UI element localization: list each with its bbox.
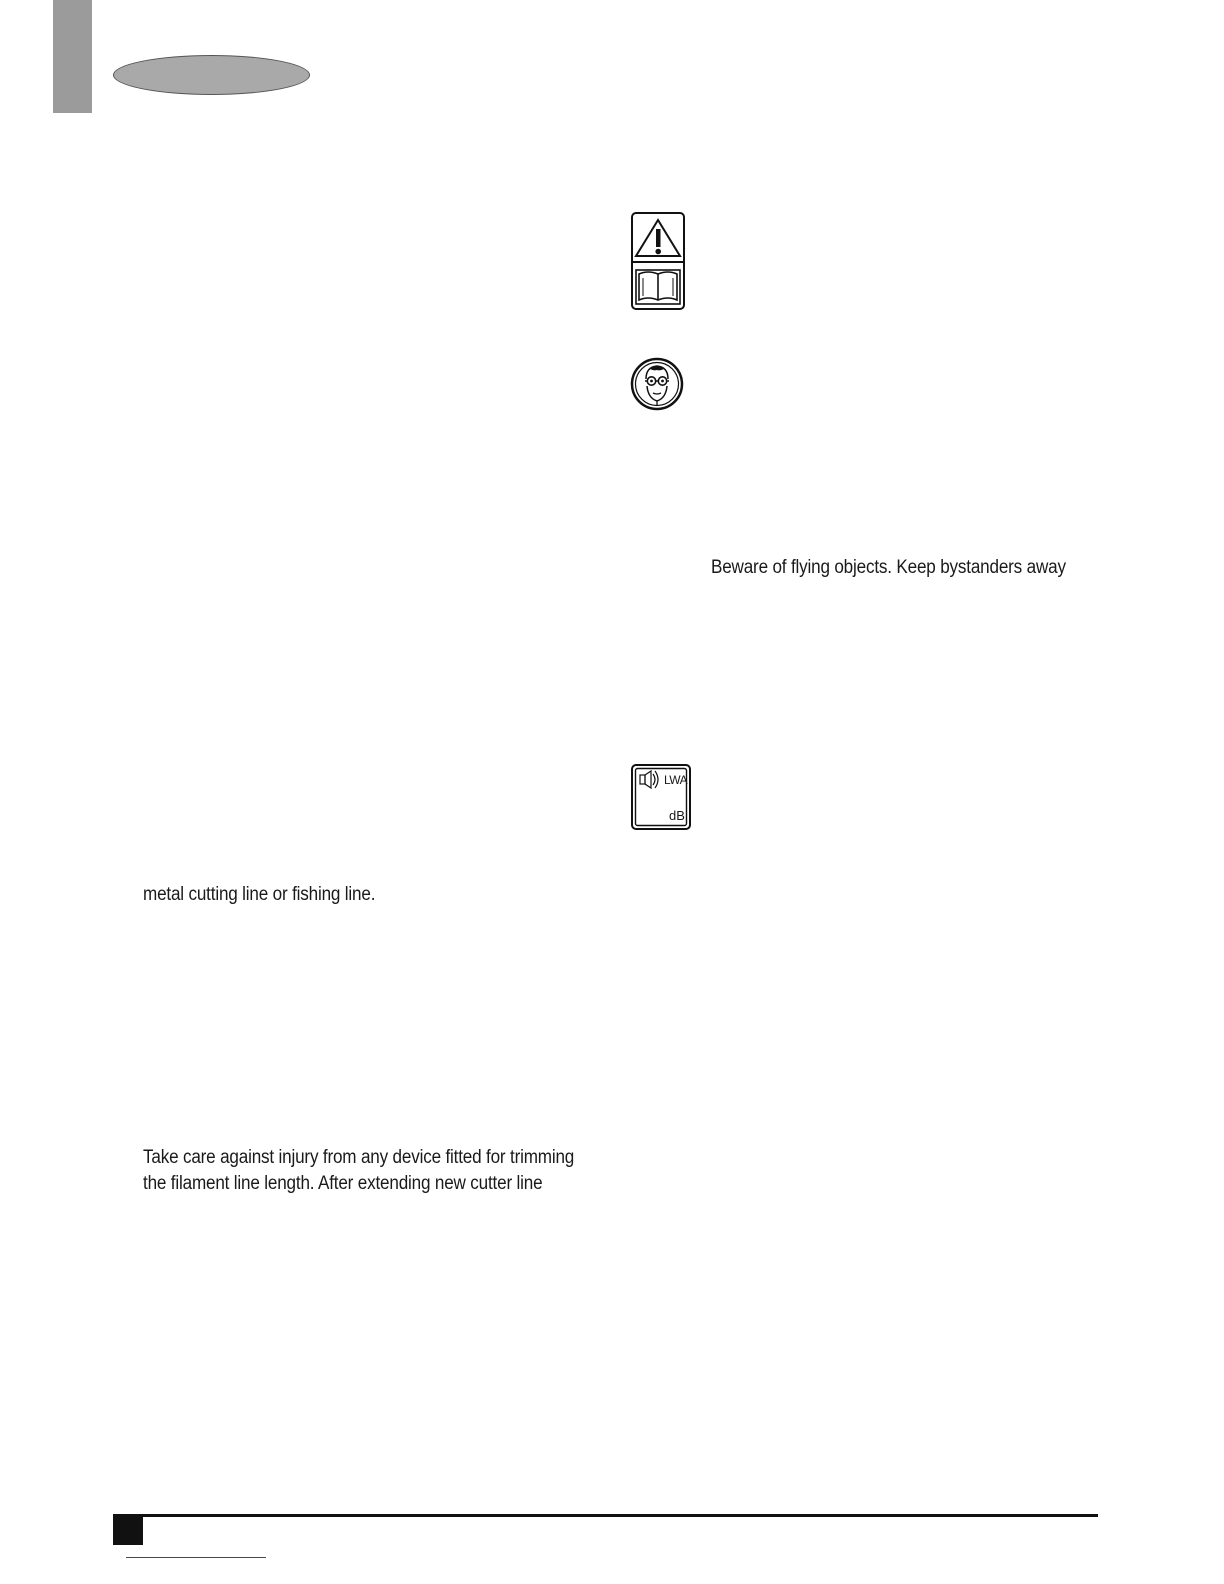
language-badge (113, 55, 310, 95)
page-number-box (113, 1517, 143, 1545)
sound-power-level-icon (631, 764, 691, 830)
footer-rule (113, 1514, 1098, 1517)
sound-label-db: dB (669, 808, 685, 823)
cutting-line-text: metal cutting line or fishing line. (143, 884, 376, 905)
trimming-device-text-line-2: the filament line length. After extending new cutter line (143, 1173, 543, 1194)
trimming-device-text-line-1: Take care against injury from any device fitted for trimming (143, 1147, 575, 1168)
warning-read-manual-icon (631, 212, 685, 310)
side-tab (53, 0, 92, 113)
footer-link-underline (126, 1557, 266, 1558)
eye-protection-icon (630, 357, 684, 411)
sound-label-lwa: LWA (664, 773, 688, 787)
flying-objects-warning: Beware of flying objects. Keep bystanders away (711, 557, 1066, 578)
